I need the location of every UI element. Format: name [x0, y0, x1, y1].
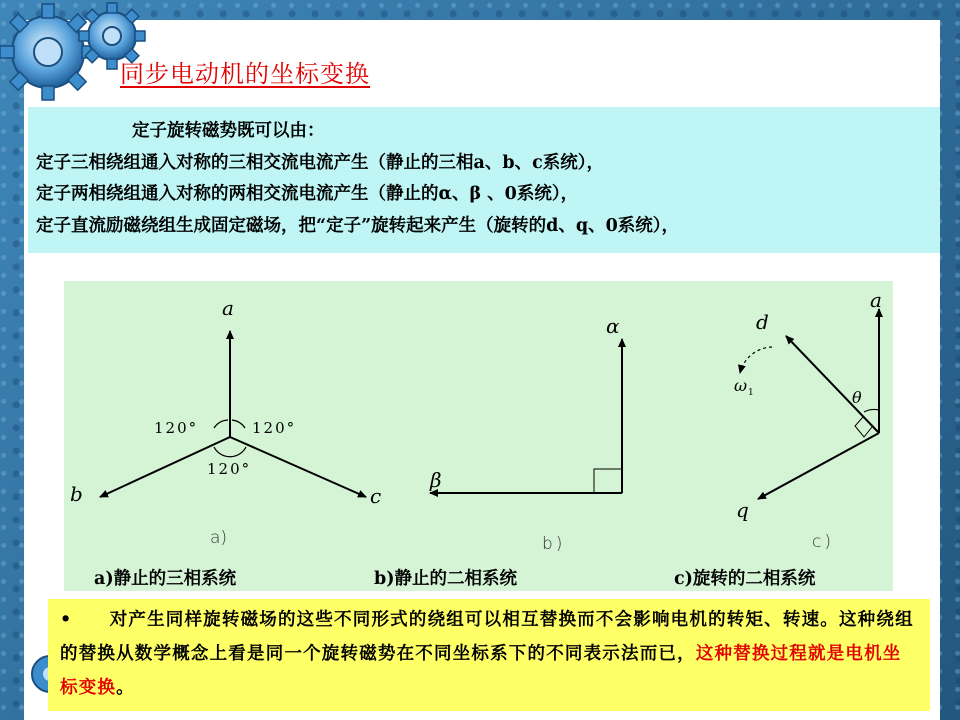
- omega-label: ω: [734, 376, 748, 395]
- omega-rotation-arrow: [740, 347, 772, 373]
- angle-arc: [214, 447, 246, 457]
- panel-c-two-phase-rotating: [734, 288, 882, 552]
- axis-q-label: q: [736, 498, 749, 522]
- axis-b-label: b: [70, 482, 83, 506]
- caption-b: b)静止的二相系统: [374, 569, 518, 589]
- panel-a-three-phase: [70, 296, 381, 548]
- axis-a-label: a: [222, 296, 234, 320]
- panel-b-sublabel: b): [542, 534, 566, 554]
- axis-beta-label: β: [430, 468, 442, 492]
- angle-arc: [232, 420, 245, 428]
- angle-label: 120°: [252, 419, 297, 437]
- right-angle-mark: [594, 469, 622, 493]
- slide-title: 同步电动机的坐标变换: [120, 60, 370, 88]
- intro-line: 定子三相绕组通入对称的三相交流电流产生（静止的三相a、b、c系统），: [36, 152, 604, 173]
- angle-arc: [214, 420, 228, 428]
- caption-a: a)静止的三相系统: [94, 569, 237, 589]
- angle-label: 120°: [207, 460, 252, 478]
- axis-d-arrow: [786, 336, 879, 433]
- intro-line: 定子直流励磁绕组生成固定磁场，把“定子”旋转起来产生（旋转的d、q、0系统），: [36, 215, 680, 236]
- bullet-marker: •: [60, 610, 73, 630]
- axis-a-label-c: a: [870, 288, 882, 312]
- coordinate-diagram: [64, 281, 893, 591]
- intro-line: 定子两相绕组通入对称的两相交流电流产生（静止的α、β 、0系统），: [36, 184, 579, 204]
- axis-d-label: d: [756, 310, 769, 334]
- bullet-text: 对产生同样旋转磁场的这些不同形式的绕组可以相互替换而不会影响电机的转矩、转速。这种绕组的替换从数学概念上看是同一个旋转磁势在不同坐标系下的不同表示法而已，: [60, 610, 914, 664]
- bullet-end: 。: [116, 678, 135, 698]
- summary-bullet: [48, 599, 930, 711]
- omega-subscript: 1: [748, 388, 754, 398]
- axis-q-arrow: [758, 433, 879, 499]
- panel-a-sublabel: a): [210, 528, 228, 548]
- coordinate-diagram-svg: [64, 281, 893, 591]
- caption-c: c)旋转的二相系统: [674, 569, 816, 589]
- axis-alpha-label: α: [606, 314, 620, 338]
- theta-arc: [864, 409, 879, 412]
- intro-line: 定子旋转磁势既可以由：: [132, 121, 325, 141]
- theta-label: θ: [852, 388, 862, 407]
- axis-c-label: c: [370, 484, 382, 508]
- intro-box: [28, 107, 940, 253]
- panel-b-two-phase-stationary: [429, 314, 622, 554]
- bullet-highlight: 这种替换过程就是电机坐标变换: [60, 644, 902, 698]
- angle-label: 120°: [154, 419, 199, 437]
- panel-c-sublabel: c): [812, 532, 834, 552]
- right-angle-mark-c: [855, 417, 872, 437]
